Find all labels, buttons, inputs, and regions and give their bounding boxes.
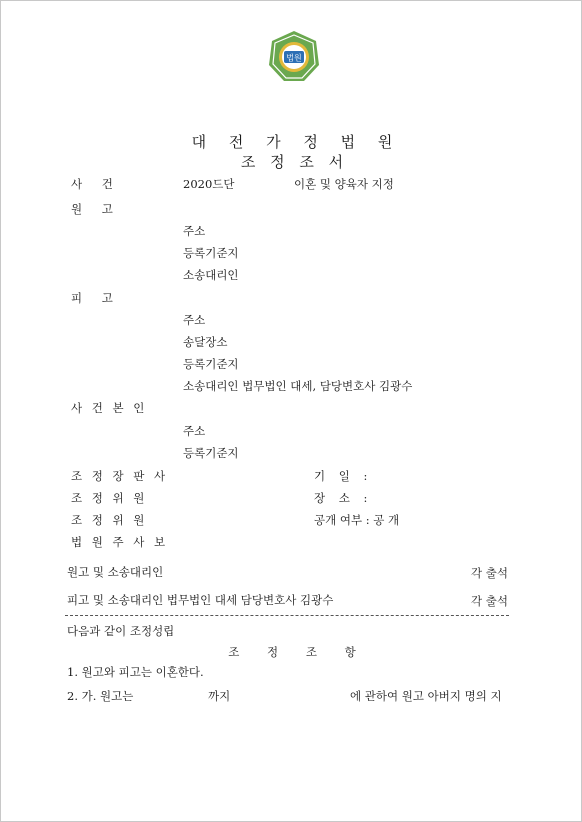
plaintiff-label: 원 고: [71, 202, 121, 216]
mediation-intro: 다음과 같이 조정성립: [67, 624, 175, 638]
attendance-plaintiff-status: 각 출석: [471, 566, 508, 580]
term-2-part-a: 2. 가. 원고는: [67, 689, 134, 703]
official-label-clerk: 법 원 주 사 보: [71, 535, 169, 549]
principal-registry-label: 등록기준지: [183, 446, 239, 460]
emblem-label: 법원: [286, 53, 302, 63]
official-label-mediator-2: 조 정 위 원: [71, 513, 148, 527]
public-status-label: 공개 여부 : 공 개: [314, 513, 400, 527]
document-title: 조 정 조 서: [240, 153, 349, 171]
court-emblem-icon: [267, 29, 321, 83]
principal-label: 사 건 본 인: [71, 401, 148, 415]
case-name: 이혼 및 양육자 지정: [294, 177, 394, 191]
case-label: 사 건: [71, 177, 121, 191]
term-2-part-c: 에 관하여 원고 아버지 명의 지: [350, 689, 502, 703]
plaintiff-address-label: 주소: [183, 224, 206, 238]
case-number: 2020드단: [183, 177, 235, 191]
term-1: 1. 원고와 피고는 이혼한다.: [67, 665, 204, 679]
defendant-label: 피 고: [71, 291, 121, 305]
principal-address-label: 주소: [183, 424, 206, 438]
official-label-judge: 조 정 장 판 사: [71, 469, 169, 483]
separator-line: [65, 615, 509, 616]
terms-title: 조 정 조 항: [228, 645, 368, 659]
hearing-place-label: 장 소 :: [314, 491, 373, 505]
attendance-defendant-status: 각 출석: [471, 594, 508, 608]
attendance-plaintiff: 원고 및 소송대리인: [67, 565, 164, 579]
defendant-delivery-label: 송달장소: [183, 335, 228, 349]
defendant-registry-label: 등록기준지: [183, 357, 239, 371]
court-name: 대 전 가 정 법 원: [191, 133, 402, 151]
hearing-date-label: 기 일 :: [314, 469, 373, 483]
plaintiff-counsel-label: 소송대리인: [183, 268, 239, 282]
defendant-counsel: 소송대리인 법무법인 대세, 담당변호사 김광수: [183, 379, 413, 393]
defendant-address-label: 주소: [183, 313, 206, 327]
attendance-defendant: 피고 및 소송대리인 법무법인 대세 담당변호사 김광수: [67, 593, 334, 607]
official-label-mediator-1: 조 정 위 원: [71, 491, 148, 505]
term-2-part-b: 까지: [208, 689, 231, 703]
plaintiff-registry-label: 등록기준지: [183, 246, 239, 260]
